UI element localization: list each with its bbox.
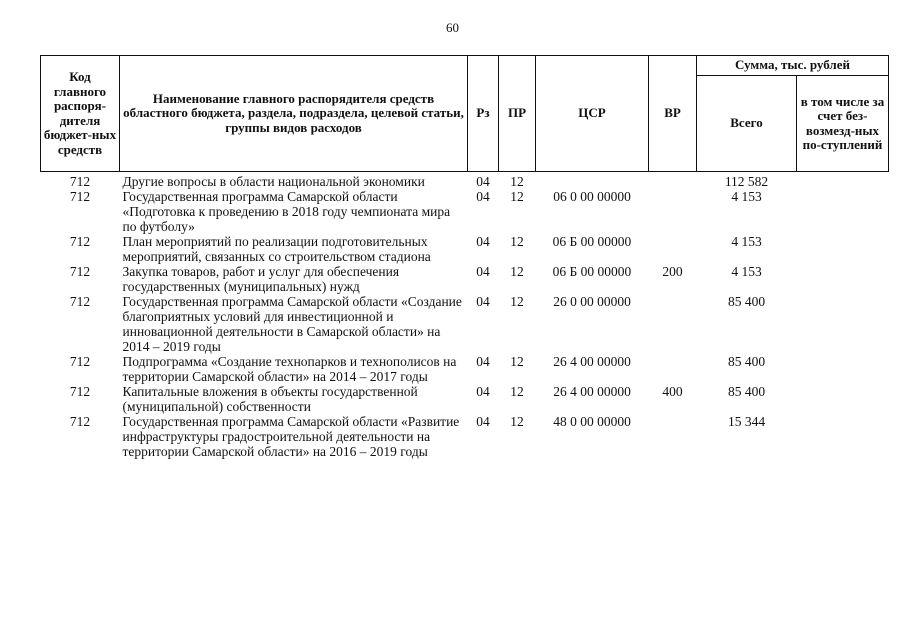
cell-vr [649, 414, 697, 459]
cell-csr: 06 Б 00 00000 [552, 234, 632, 249]
cell-total: 4 153 [731, 234, 762, 249]
cell-rz: 04 [476, 294, 490, 309]
header-name: Наименование главного распорядителя средств областного бюджета, раздела, подраздела, целевой статьи, группы видов расходов [120, 56, 468, 172]
cell-pr: 12 [510, 354, 524, 369]
table-header [41, 56, 889, 172]
budget-table [40, 55, 889, 459]
header-total: Всего [697, 76, 797, 172]
cell-name: Государственная программа Самарской области «Создание благоприятных условий для инвестиционной и инновационной деятельности в Самарской области» на 2014 – 2019 годы [122, 294, 462, 354]
cell-name: Другие вопросы в области национальной экономики [122, 174, 425, 189]
cell-pr: 12 [510, 384, 524, 399]
cell-rz: 04 [476, 264, 490, 279]
cell-csr: 06 0 00 00000 [553, 189, 631, 204]
cell-pr: 12 [510, 264, 524, 279]
header-pr: ПР [499, 56, 536, 172]
table-row [41, 189, 889, 234]
cell-total: 15 344 [727, 414, 766, 429]
page-number: 60 [446, 20, 459, 35]
table-row [41, 264, 889, 294]
cell-rz: 04 [476, 354, 490, 369]
cell-free [797, 414, 889, 459]
cell-csr: 48 0 00 00000 [553, 414, 631, 429]
cell-free [797, 294, 889, 354]
header-code: Код главного распоря-дителя бюджет-ных средств [41, 56, 120, 172]
cell-vr [649, 234, 697, 264]
cell-free [797, 172, 889, 190]
header-rz: Рз [468, 56, 499, 172]
cell-rz: 04 [476, 174, 490, 189]
cell-pr: 12 [510, 189, 524, 204]
cell-total: 85 400 [727, 354, 766, 369]
cell-csr: 26 4 00 00000 [553, 354, 631, 369]
cell-total: 4 153 [731, 264, 762, 279]
table-row [41, 234, 889, 264]
cell-code: 712 [69, 189, 91, 204]
cell-code: 712 [69, 414, 91, 429]
cell-free [797, 189, 889, 234]
header-sum: Сумма, тыс. рублей [697, 56, 889, 76]
cell-vr [649, 172, 697, 190]
cell-name: Капитальные вложения в объекты государственной (муниципальной) собственности [122, 384, 418, 414]
cell-code: 712 [69, 264, 91, 279]
cell-code: 712 [69, 354, 91, 369]
cell-name: Закупка товаров, работ и услуг для обеспечения государственных (муниципальных) нужд [122, 264, 400, 294]
cell-csr: 06 Б 00 00000 [552, 264, 632, 279]
cell-csr: 26 0 00 00000 [553, 294, 631, 309]
cell-pr: 12 [510, 414, 524, 429]
cell-vr [649, 189, 697, 234]
header-free: в том числе за счет без-возмезд-ных по-ступлений [797, 76, 889, 172]
cell-pr: 12 [510, 234, 524, 249]
cell-free [797, 354, 889, 384]
cell-free [797, 384, 889, 414]
cell-total: 85 400 [727, 294, 766, 309]
cell-pr: 12 [510, 294, 524, 309]
cell-total: 112 582 [724, 174, 769, 189]
cell-free [797, 234, 889, 264]
table-body [41, 172, 889, 460]
cell-total: 4 153 [731, 189, 762, 204]
cell-code: 712 [69, 174, 91, 189]
cell-csr: 26 4 00 00000 [553, 384, 631, 399]
table-row [41, 354, 889, 384]
cell-csr [536, 172, 649, 190]
table-row [41, 414, 889, 459]
table-row [41, 384, 889, 414]
cell-rz: 04 [476, 414, 490, 429]
cell-rz: 04 [476, 189, 490, 204]
cell-name: Государственная программа Самарской области «Развитие инфраструктуры градостроительной деятельности на территории Самарской области» на 2016 – 2019 годы [122, 414, 460, 459]
cell-code: 712 [69, 384, 91, 399]
cell-code: 712 [69, 294, 91, 309]
table-row [41, 172, 889, 190]
header-vr: ВР [649, 56, 697, 172]
cell-vr [649, 294, 697, 354]
cell-total: 85 400 [727, 384, 766, 399]
cell-rz: 04 [476, 234, 490, 249]
cell-vr: 400 [662, 384, 683, 399]
cell-code: 712 [69, 234, 91, 249]
cell-free [797, 264, 889, 294]
cell-name: Подпрограмма «Создание технопарков и технополисов на территории Самарской области» на 2014 – 2017 годы [122, 354, 457, 384]
cell-pr: 12 [510, 174, 524, 189]
cell-name: Государственная программа Самарской области «Подготовка к проведению в 2018 году чемпионата мира по футболу» [122, 189, 451, 234]
table-row [41, 294, 889, 354]
cell-vr [649, 354, 697, 384]
cell-rz: 04 [476, 384, 490, 399]
header-csr: ЦСР [536, 56, 649, 172]
cell-name: План мероприятий по реализации подготовительных мероприятий, связанных со строительством стадиона [122, 234, 431, 264]
cell-vr: 200 [662, 264, 683, 279]
